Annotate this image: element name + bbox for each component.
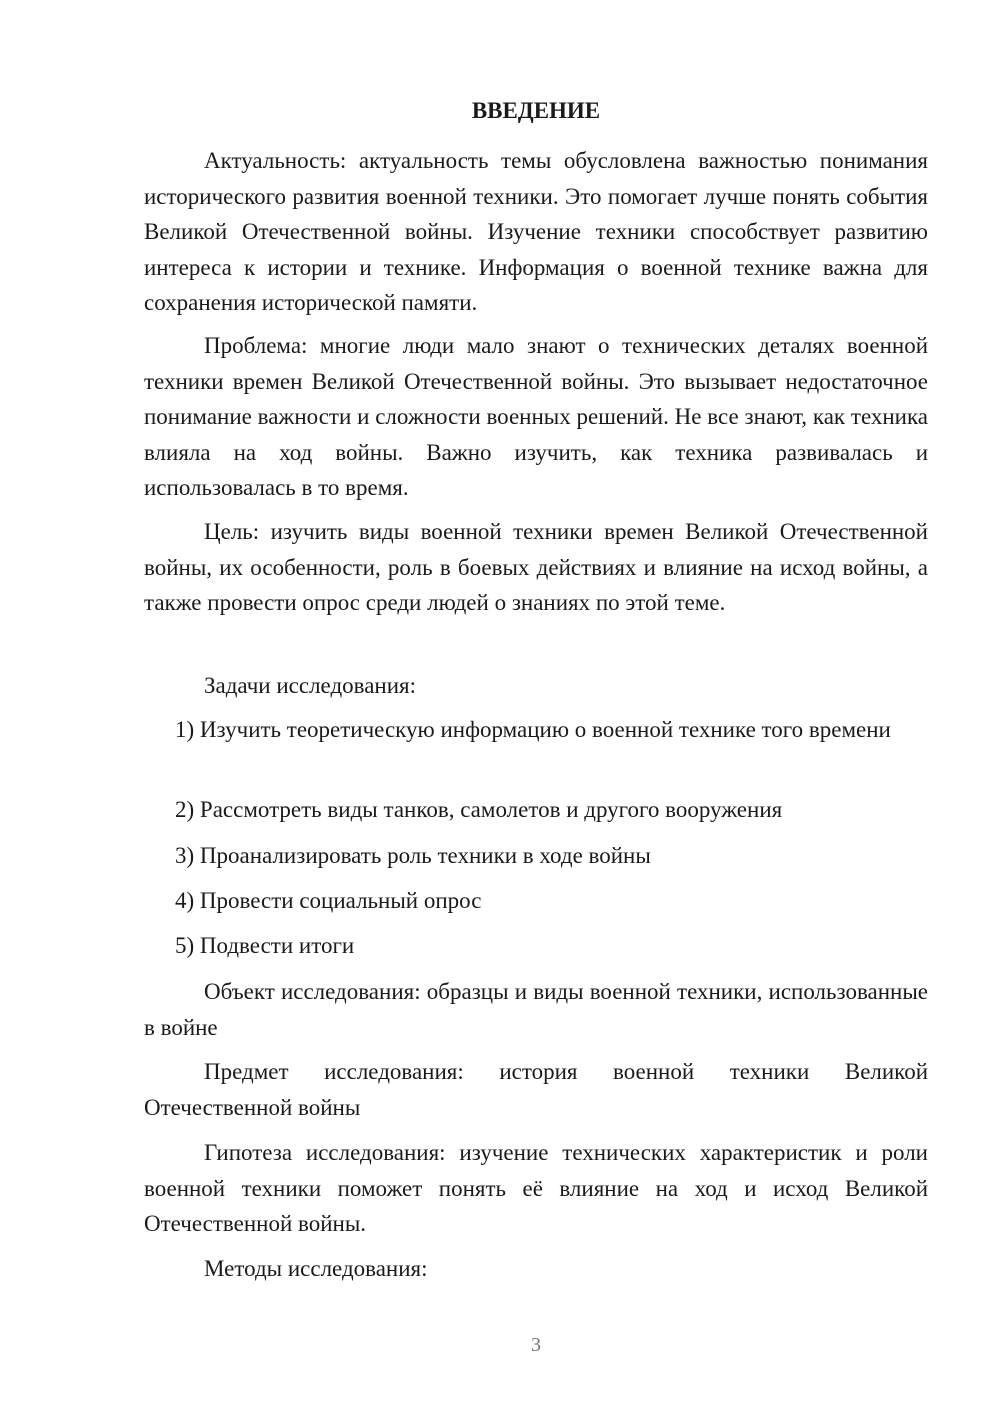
- paragraph-methods: Методы исследования:: [204, 1256, 428, 1281]
- task-item-1: 1) Изучить теоретическую информацию о военной технике того времени: [175, 717, 891, 742]
- paragraph-tasks-heading: Задачи исследования:: [204, 673, 417, 698]
- paragraph-subject: Предмет исследования: история военной техники Великой Отечественной войны: [144, 1059, 928, 1120]
- task-item-2: 2) Рассмотреть виды танков, самолетов и другого вооружения: [175, 797, 783, 822]
- paragraph-problem: Проблема: многие люди мало знают о технических деталях военной техники времен Великой Отечественной войны. Это вызывает недостаточное понимание важности и сложности военных решений. Не все знают, как техника влияла на ход войны. Важно изучить, как техника развивалась и использовалась в то время.: [144, 333, 928, 500]
- page-number: 3: [531, 1334, 541, 1356]
- paragraph-goal: Цель: изучить виды военной техники времен Великой Отечественной войны, их особенности, роль в боевых действиях и влияние на исход войны, а также провести опрос среди людей о знаниях по этой теме.: [144, 519, 928, 615]
- page-title: ВВЕДЕНИЕ: [471, 98, 601, 123]
- paragraph-relevance: Актуальность: актуальность темы обусловлена важностью понимания исторического развития военной техники. Это помогает лучше понять события Великой Отечественной войны. Изучение техники способствует развитию интереса к истории и технике. Информация о военной технике важна для сохранения исторической памяти.: [144, 148, 928, 315]
- paragraph-object: Объект исследования: образцы и виды военной техники, использованные в войне: [144, 979, 928, 1040]
- task-item-4: 4) Провести социальный опрос: [175, 888, 482, 913]
- task-item-5: 5) Подвести итоги: [175, 933, 355, 958]
- task-item-3: 3) Проанализировать роль техники в ходе войны: [175, 843, 651, 868]
- paragraph-hypothesis: Гипотеза исследования: изучение технических характеристик и роли военной техники поможет понять её влияние на ход и исход Великой Отечественной войны.: [144, 1140, 928, 1236]
